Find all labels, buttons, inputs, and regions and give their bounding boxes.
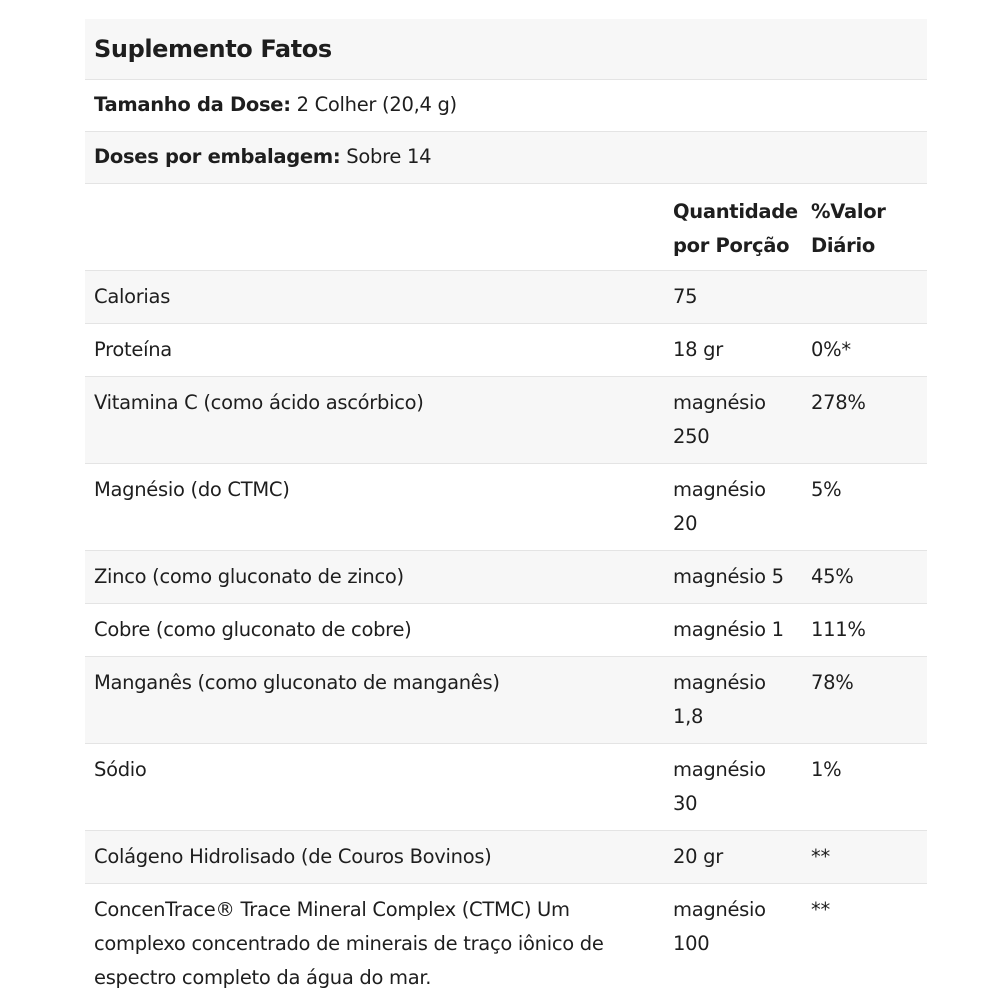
nutrient-amount: magnésio 250 bbox=[673, 391, 766, 448]
nutrient-amount: magnésio 100 bbox=[673, 898, 766, 955]
nutrient-name: ConcenTrace® Trace Mineral Complex (CTMC) Um complexo concentrado de minerais de traço iônico de espectro completo da água do mar. bbox=[94, 898, 604, 989]
nutrient-amount: magnésio 1 bbox=[673, 618, 784, 641]
nutrient-daily-value: ** bbox=[811, 845, 830, 868]
nutrient-name: Calorias bbox=[94, 285, 171, 308]
nutrient-amount: magnésio 30 bbox=[673, 758, 766, 815]
nutrient-amount: 75 bbox=[673, 285, 698, 308]
serving-size bbox=[85, 80, 466, 131]
title-row bbox=[85, 19, 927, 80]
table-row bbox=[85, 377, 927, 464]
header-dv-line2: Diário bbox=[811, 234, 875, 257]
table-row bbox=[85, 831, 927, 884]
serving-size-value: 2 Colher (20,4 g) bbox=[290, 93, 457, 116]
header-daily-value bbox=[802, 184, 927, 270]
nutrient-amount: magnésio 5 bbox=[673, 565, 784, 588]
nutrient-daily-value: 1% bbox=[811, 758, 842, 781]
nutrient-amount: 18 gr bbox=[673, 338, 723, 361]
nutrient-amount: magnésio 1,8 bbox=[673, 671, 766, 728]
nutrient-name: Colágeno Hidrolisado (de Couros Bovinos) bbox=[94, 845, 492, 868]
nutrient-name: Vitamina C (como ácido ascórbico) bbox=[94, 391, 424, 414]
nutrient-amount: 20 gr bbox=[673, 845, 723, 868]
serving-size-row bbox=[85, 80, 927, 132]
serving-size-label: Tamanho da Dose: bbox=[94, 93, 291, 116]
header-amount-line2: por Porção bbox=[673, 234, 790, 257]
table-row bbox=[85, 271, 927, 324]
servings-per-container-label: Doses por embalagem: bbox=[94, 145, 341, 168]
nutrient-daily-value: 5% bbox=[811, 478, 842, 501]
nutrient-name: Proteína bbox=[94, 338, 172, 361]
nutrient-daily-value: 278% bbox=[811, 391, 866, 414]
servings-per-container bbox=[85, 132, 440, 183]
nutrient-name: Manganês (como gluconato de manganês) bbox=[94, 671, 500, 694]
table-row bbox=[85, 324, 927, 377]
nutrient-daily-value: 78% bbox=[811, 671, 854, 694]
header-name-cell bbox=[85, 184, 664, 270]
table-row bbox=[85, 657, 927, 744]
column-header-row bbox=[85, 184, 927, 271]
table-row bbox=[85, 464, 927, 551]
nutrient-name: Magnésio (do CTMC) bbox=[94, 478, 290, 501]
table-row bbox=[85, 744, 927, 831]
nutrient-daily-value: 45% bbox=[811, 565, 854, 588]
table-row bbox=[85, 884, 927, 995]
table-row bbox=[85, 604, 927, 657]
nutrient-daily-value: 111% bbox=[811, 618, 866, 641]
nutrient-name: Cobre (como gluconato de cobre) bbox=[94, 618, 412, 641]
table-row bbox=[85, 551, 927, 604]
supplement-facts-table bbox=[85, 19, 927, 995]
header-amount bbox=[664, 184, 802, 270]
nutrient-name: Zinco (como gluconato de zinco) bbox=[94, 565, 404, 588]
header-amount-line1: Quantidade bbox=[673, 200, 798, 223]
table-title: Suplemento Fatos bbox=[94, 35, 332, 63]
nutrient-daily-value: 0%* bbox=[811, 338, 851, 361]
nutrient-daily-value: ** bbox=[811, 898, 830, 921]
nutrient-daily-value bbox=[802, 271, 927, 323]
nutrient-name: Sódio bbox=[94, 758, 147, 781]
servings-per-container-value: Sobre 14 bbox=[340, 145, 432, 168]
header-dv-line1: %Valor bbox=[811, 200, 886, 223]
servings-per-container-row bbox=[85, 132, 927, 184]
nutrient-amount: magnésio 20 bbox=[673, 478, 766, 535]
